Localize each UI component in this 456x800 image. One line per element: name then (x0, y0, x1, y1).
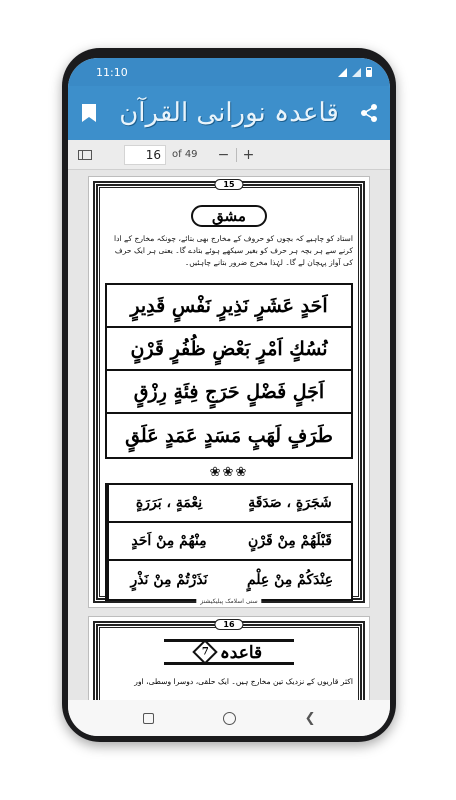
screen (68, 58, 390, 736)
pdf-page-15 (88, 176, 370, 608)
lesson-number-badge: 7 (192, 639, 217, 664)
pdf-viewer[interactable] (68, 170, 390, 700)
app-bar (68, 86, 390, 140)
page-count: of 49 (172, 149, 198, 160)
lesson-heading (164, 639, 294, 665)
share-icon[interactable] (358, 102, 380, 124)
battery-icon (366, 67, 372, 77)
bookmark-icon[interactable] (78, 102, 100, 124)
phrase-grid (105, 483, 353, 601)
wifi-signal-icon (338, 68, 347, 77)
app-title: قاعدہ نورانی القرآن (119, 98, 339, 128)
zoom-separator (236, 148, 237, 162)
lesson-heading-text: قاعدہ (219, 642, 263, 663)
practice-grid (105, 283, 353, 459)
lesson-heading: مشق (191, 205, 267, 227)
recent-apps-icon[interactable] (143, 713, 154, 724)
phrase-cell: نِعْمَةٍ ، بَرَرَةٍ (107, 485, 229, 523)
phrase-cell: نَذَرْتُمْ مِنْ نَذْرٍ (107, 561, 229, 599)
zoom-out-button[interactable]: − (217, 146, 230, 163)
status-icons (338, 67, 372, 77)
ornament-flowers: ❀❀❀ (209, 465, 249, 480)
publisher-footer: سنی اسلامک پبلیکیشنز (196, 598, 261, 605)
phrase-cell: شَجَرَةٍ ، صَدَقَةٍ (229, 485, 351, 523)
intro-text: استاد کو چاہیے کہ بچوں کو حروف کے مخارج بھی بتائے، چونکہ مخارج کے ادا کرنے سے ہر بچہ ہر حرف کو بغیر سیکھے ہوئے بتادے گا۔ یعنی ہر ایک حرف کی آواز پہچان لے گا۔ لہٰذا مخرج ضرور بتانے چاہئیں۔ (113, 234, 353, 267)
status-bar (68, 58, 390, 86)
back-icon[interactable]: ❮ (304, 710, 316, 726)
status-time: 11:10 (96, 65, 128, 79)
phrase-cell: مِنْهُمْ مِنْ اَحَدٍ (107, 523, 229, 561)
page-number-label: 16 (214, 619, 243, 630)
home-icon[interactable] (223, 712, 236, 725)
practice-row: طَرَفٍ لَهَبٍ مَسَدٍ عَمَدٍ عَلَقٍ (125, 424, 333, 447)
phrase-cell: عِنْدَكُمْ مِنْ عِلْمٍ (246, 572, 334, 588)
zoom-in-button[interactable]: + (242, 146, 255, 163)
system-nav-bar (68, 700, 390, 736)
phrase-cell: قَبْلَهُمْ مِنْ قَرْنٍ (229, 523, 351, 561)
page-number-label: 15 (214, 179, 243, 190)
page-number-input[interactable]: 16 (124, 145, 166, 165)
sidebar-toggle-icon[interactable] (78, 150, 92, 160)
pdf-toolbar (68, 140, 390, 170)
practice-row: نُسُكٍ اَمْرٍ بَعْضٍ ظُفُرٍ قَرْنٍ (107, 328, 351, 371)
lesson-text: اکثر قاریوں کے نزدیک تین مخارج ہیں۔ ایک حلقی، دوسرا وسطی، اور (134, 677, 353, 686)
cell-signal-icon (352, 68, 361, 77)
practice-row: اَجَلٍ فَضْلٍ حَرَجٍ فِئَةٍ رِزْقٍ (107, 371, 351, 414)
pdf-page-16 (88, 616, 370, 700)
practice-row: اَحَدٍ عَشَرٍ نَذِيرٍ نَفْسٍ قَدِيرٍ (107, 285, 351, 328)
